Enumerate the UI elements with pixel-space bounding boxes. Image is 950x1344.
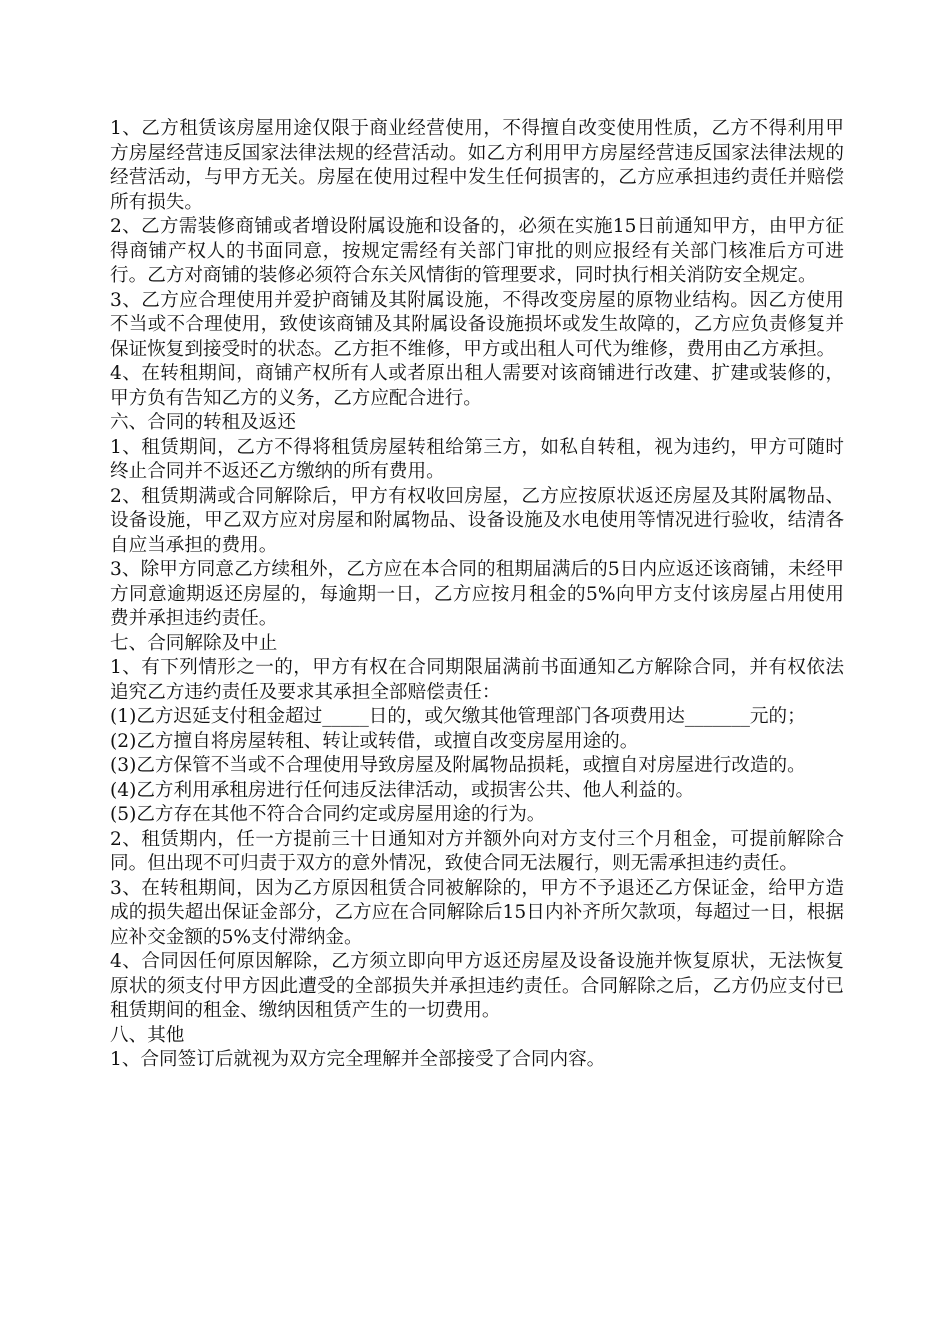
- clause-paragraph: 3、在转租期间，因为乙方原因租赁合同被解除的，甲方不予退还乙方保证金，给甲方造成的损失超出保证金部分，乙方应在合同解除后15日内补齐所欠款项，每超过一日，根据应补交金额的5%支付滞纳金。: [110, 877, 844, 948]
- sub-clause: (2)乙方擅自将房屋转租、转让或转借，或擅自改变房屋用途的。: [110, 730, 639, 752]
- clause-paragraph: 3、乙方应合理使用并爱护商铺及其附属设施，不得改变房屋的原物业结构。因乙方使用不当或不合理使用，致使该商铺及其附属设备设施损坏或发生故障的，乙方应负责修复并保证恢复到接受时的状态。乙方拒不维修，甲方或出租人可代为维修，费用由乙方承担。: [110, 289, 844, 360]
- clause-paragraph: 4、合同因任何原因解除，乙方须立即向甲方返还房屋及设备设施并恢复原状，无法恢复原状的须支付甲方因此遭受的全部损失并承担违约责任。合同解除之后，乙方仍应支付已租赁期间的租金、缴纳因租赁产生的一切费用。: [110, 951, 844, 1021]
- clause-paragraph: 1、合同签订后就视为双方完全理解并全部接受了合同内容。: [110, 1049, 606, 1070]
- clause-paragraph: 1、有下列情形之一的，甲方有权在合同期限届满前书面通知乙方解除合同，并有权依法追究乙方违约责任及要求其承担全部赔偿责任：: [110, 657, 844, 703]
- clause-paragraph: 3、除甲方同意乙方续租外，乙方应在本合同的租期届满后的5日内应返还该商铺，未经甲方同意逾期返还房屋的，每逾期一日，乙方应按月租金的5%向甲方支付该房屋占用使用费并承担违约责任。: [110, 559, 844, 629]
- section-heading: 八、其他: [110, 1024, 185, 1046]
- clause-paragraph: 4、在转租期间，商铺产权所有人或者原出租人需要对该商铺进行改建、扩建或装修的，甲方负有告知乙方的义务，乙方应配合进行。: [110, 363, 844, 409]
- sub-clause: (4)乙方利用承租房进行任何违反法律活动，或损害公共、他人利益的。: [110, 779, 695, 801]
- clause-paragraph: 1、租赁期间，乙方不得将租赁房屋转租给第三方，如私自转租，视为违约，甲方可随时终止合同并不返还乙方缴纳的所有费用。: [110, 436, 844, 482]
- clause-paragraph: 2、租赁期满或合同解除后，甲方有权收回房屋，乙方应按原状返还房屋及其附属物品、设备设施，甲乙双方应对房屋和附属物品、设备设施及水电使用等情况进行验收，结清各自应当承担的费用。: [110, 485, 844, 556]
- sub-clause: (5)乙方存在其他不符合合同约定或房屋用途的行为。: [110, 804, 546, 825]
- clause-paragraph: 2、租赁期内，任一方提前三十日通知对方并额外向对方支付三个月租金，可提前解除合同。但出现不可归责于双方的意外情况，致使合同无法履行，则无需承担违约责任。: [110, 828, 844, 874]
- section-heading: 六、合同的转租及返还: [110, 412, 296, 433]
- clause-paragraph: 2、乙方需装修商铺或者增设附属设施和设备的，必须在实施15日前通知甲方，由甲方征得商铺产权人的书面同意，按规定需经有关部门审批的则应报经有关部门核准后方可进行。乙方对商铺的装修必须符合东关风情街的管理要求，同时执行相关消防安全规定。: [110, 216, 844, 286]
- sub-clause: (1)乙方迟延支付租金超过_____日的，或欠缴其他管理部门各项费用达_______元的；: [110, 706, 806, 727]
- section-heading: 七、合同解除及中止: [110, 632, 278, 654]
- sub-clause: (3)乙方保管不当或不合理使用导致房屋及附属物品损耗，或擅自对房屋进行改造的。: [110, 755, 806, 776]
- document-page: [110, 117, 844, 1073]
- clause-paragraph: 1、乙方租赁该房屋用途仅限于商业经营使用，不得擅自改变使用性质，乙方不得利用甲方房屋经营违反国家法律法规的经营活动。如乙方利用甲方房屋经营违反国家法律法规的经营活动，与甲方无关。房屋在使用过程中发生任何损害的，乙方应承担违约责任并赔偿所有损失。: [110, 118, 844, 213]
